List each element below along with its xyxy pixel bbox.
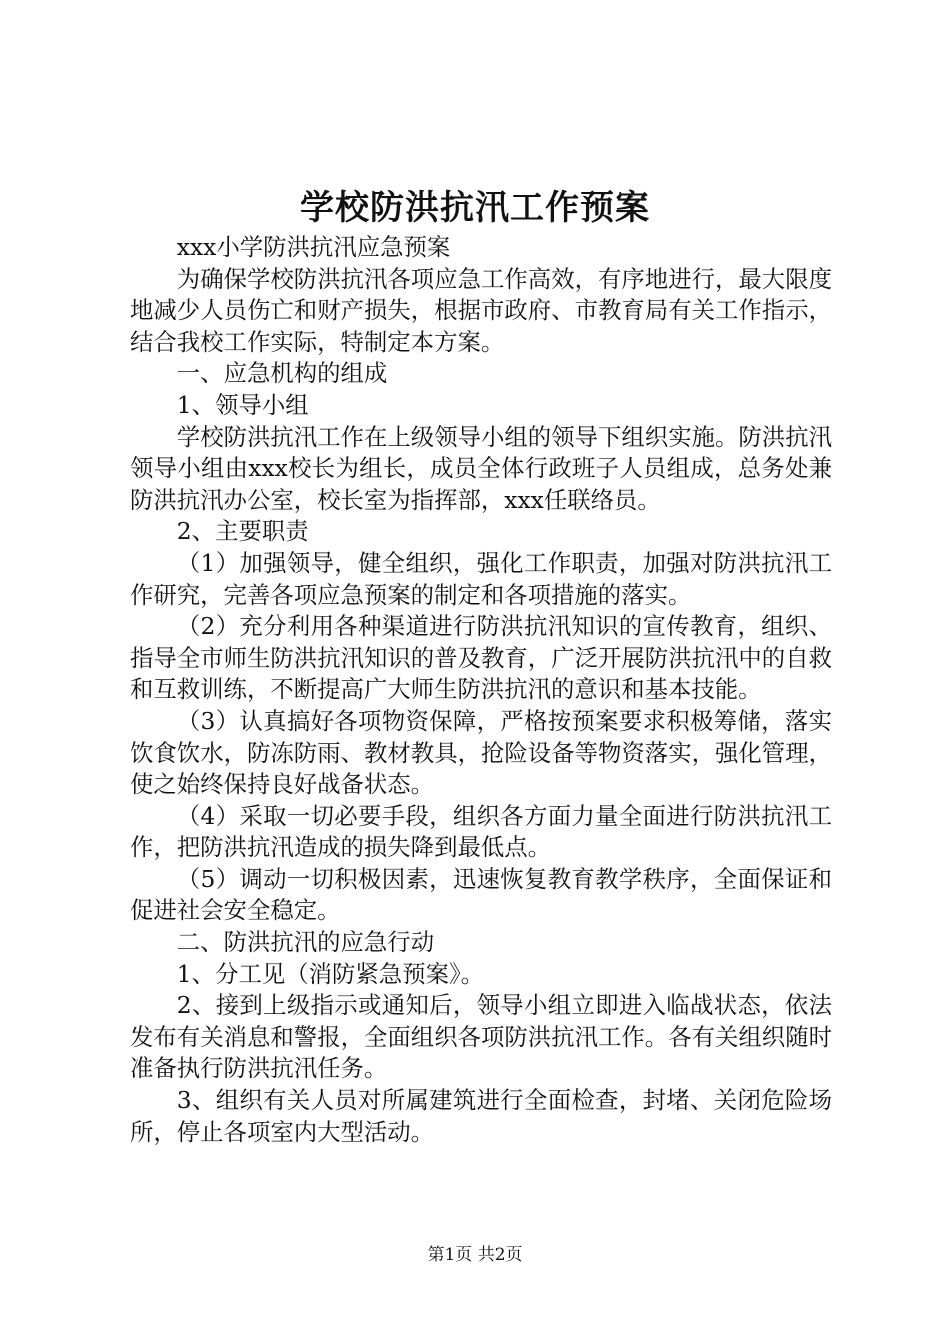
paragraph-leadership: 学校防洪抗汛工作在上级领导小组的领导下组织实施。防洪抗汛领导小组由xxx校长为组长，成员全体行政班子人员组成，总务处兼防洪抗汛办公室，校长室为指挥部，xxx任联络员。 xyxy=(130,422,832,514)
paragraph-duty-4: （4）采取一切必要手段，组织各方面力量全面进行防洪抗汛工作，把防洪抗汛造成的损失降到最低点。 xyxy=(130,801,832,862)
paragraph-duty-2: （2）充分利用各种渠道进行防洪抗汛知识的宣传教育，组织、指导全市师生防洪抗汛知识的普及教育，广泛开展防洪抗汛中的自救和互救训练，不断提高广大师生防洪抗汛的意识和基本技能。 xyxy=(130,612,832,704)
document-title: 学校防洪抗汛工作预案 xyxy=(300,188,650,228)
section-heading-1: 一、应急机构的组成 xyxy=(176,359,388,388)
subsection-heading-duties: 2、主要职责 xyxy=(176,517,309,546)
paragraph-action-3: 3、组织有关人员对所属建筑进行全面检查，封堵、关闭危险场所，停止各项室内大型活动。 xyxy=(130,1086,832,1146)
paragraph-duty-5: （5）调动一切积极因素，迅速恢复教育教学秩序，全面保证和促进社会安全稳定。 xyxy=(130,864,832,925)
paragraph-action-1: 1、分工见（消防紧急预案》。 xyxy=(176,959,485,988)
document-body xyxy=(130,232,832,1148)
paragraph-subtitle: xxx小学防洪抗汛应急预案 xyxy=(176,233,451,261)
paragraph-duty-3: （3）认真搞好各项物资保障，严格按预案要求积极筹储，落实饮食饮水，防冻防雨、教材教具，抢险设备等物资落实，强化管理，使之始终保持良好战备状态。 xyxy=(130,706,832,799)
subsection-heading-leadership: 1、领导小组 xyxy=(176,390,309,419)
section-heading-2: 二、防洪抗汛的应急行动 xyxy=(176,928,435,957)
paragraph-duty-1: （1）加强领导，健全组织，强化工作职责，加强对防洪抗汛工作研究，完善各项应急预案的制定和各项措施的落实。 xyxy=(130,548,832,609)
page-footer: 第1页 共2页 xyxy=(427,1245,523,1265)
paragraph-action-2: 2、接到上级指示或通知后，领导小组立即进入临战状态，依法发布有关消息和警报，全面组织各项防洪抗汛工作。各有关组织随时准备执行防洪抗汛任务。 xyxy=(130,991,832,1083)
paragraph-intro: 为确保学校防洪抗汛各项应急工作高效，有序地进行，最大限度地减少人员伤亡和财产损失，根据市政府、市教育局有关工作指示，结合我校工作实际，特制定本方案。 xyxy=(130,264,832,356)
